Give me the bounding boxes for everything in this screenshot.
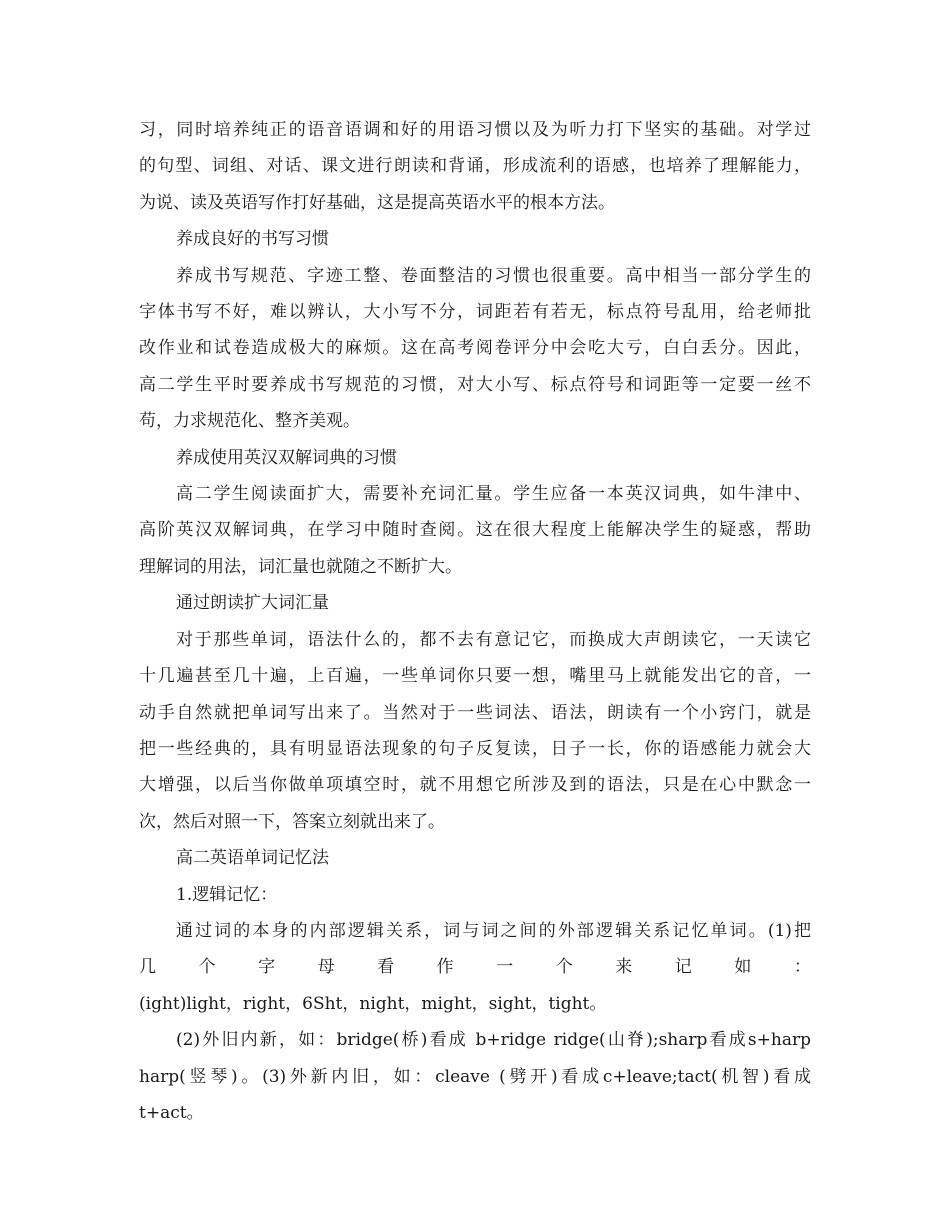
spread-char: ： [793, 957, 811, 978]
section-heading: 养成使用英汉双解词典的习惯 [176, 447, 397, 468]
paragraph-line: 字体书写不好，难以辨认，大小写不分，词距若有若无，标点符号乱用，给老师批 [139, 302, 811, 323]
paragraph-line: 改作业和试卷造成极大的麻烦。这在高考阅卷评分中会吃大亏，白白丢分。因此， [139, 338, 811, 359]
paragraph-line: 通过词的本身的内部逻辑关系，词与词之间的外部逻辑关系记忆单词。(1)把 [176, 920, 811, 941]
spread-char: 记 [674, 957, 692, 978]
paragraph-line: (2)外旧内新，如：bridge(桥)看成 b+ridge ridge(山脊);sharp看成s+harp [176, 1030, 811, 1051]
spread-char: 来 [615, 957, 633, 978]
paragraph-line: 把一些经典的，具有明显语法现象的句子反复读，日子一长，你的语感能力就会大 [139, 738, 811, 759]
document-body [139, 112, 811, 1131]
section-heading: 通过朗读扩大词汇量 [176, 593, 329, 614]
paragraph-line: 高二学生阅读面扩大，需要补充词汇量。学生应备一本英汉词典，如牛津中、 [176, 484, 811, 505]
paragraph-line: 苟，力求规范化、整齐美观。 [139, 411, 360, 432]
paragraph-line: 动手自然就把单词写出来了。当然对于一些词法、语法，朗读有一个小窍门，就是 [139, 702, 811, 723]
spread-char: 母 [317, 957, 335, 978]
paragraph-line: 养成书写规范、字迹工整、卷面整洁的习惯也很重要。高中相当一部分学生的 [176, 265, 811, 286]
paragraph-line: (ight)light，right，6Sht，night，might，sight，tight。 [139, 993, 607, 1014]
spread-char: 如 [734, 957, 752, 978]
spread-text-line [139, 949, 811, 985]
paragraph-line: 对于那些单词，语法什么的，都不去有意记它，而换成大声朗读它，一天读它 [176, 629, 811, 650]
spread-char: 一 [496, 957, 514, 978]
spread-char: 几 [139, 957, 156, 978]
spread-char: 看 [377, 957, 395, 978]
paragraph-line: 大增强，以后当你做单项填空时，就不用想它所涉及到的语法，只是在心中默念一 [139, 775, 811, 796]
paragraph-line: 习，同时培养纯正的语音语调和好的用语习惯以及为听力打下坚实的基础。对学过 [139, 120, 811, 140]
paragraph-line: 为说、读及英语写作打好基础，这是提高英语水平的根本方法。 [139, 192, 615, 213]
paragraph-line: 高阶英汉双解词典，在学习中随时查阅。这在很大程度上能解决学生的疑惑，帮助 [139, 520, 811, 541]
spread-char: 字 [258, 957, 276, 978]
spread-char: 个 [555, 957, 573, 978]
paragraph-line: 的句型、词组、对话、课文进行朗读和背诵，形成流利的语感，也培养了理解能力， [139, 156, 811, 177]
section-heading: 养成良好的书写习惯 [176, 229, 329, 250]
section-heading: 高二英语单词记忆法 [176, 848, 329, 869]
paragraph-line: 理解词的用法，词汇量也就随之不断扩大。 [139, 556, 462, 577]
spread-char: 个 [198, 957, 216, 978]
paragraph-line: 十几遍甚至几十遍，上百遍，一些单词你只要一想，嘴里马上就能发出它的音，一 [139, 666, 811, 687]
paragraph-line: harp(竖琴)。(3)外新内旧，如：cleave (劈开)看成c+leave;tact(机智)看成 [139, 1066, 811, 1087]
paragraph-line: 次，然后对照一下，答案立刻就出来了。 [139, 811, 445, 832]
paragraph-line: 高二学生平时要养成书写规范的习惯，对大小写、标点符号和词距等一定要一丝不 [139, 374, 811, 395]
spread-char: 作 [436, 957, 454, 978]
subsection-heading: 1.逻辑记忆： [176, 884, 278, 905]
paragraph-line: t+act。 [139, 1102, 204, 1123]
